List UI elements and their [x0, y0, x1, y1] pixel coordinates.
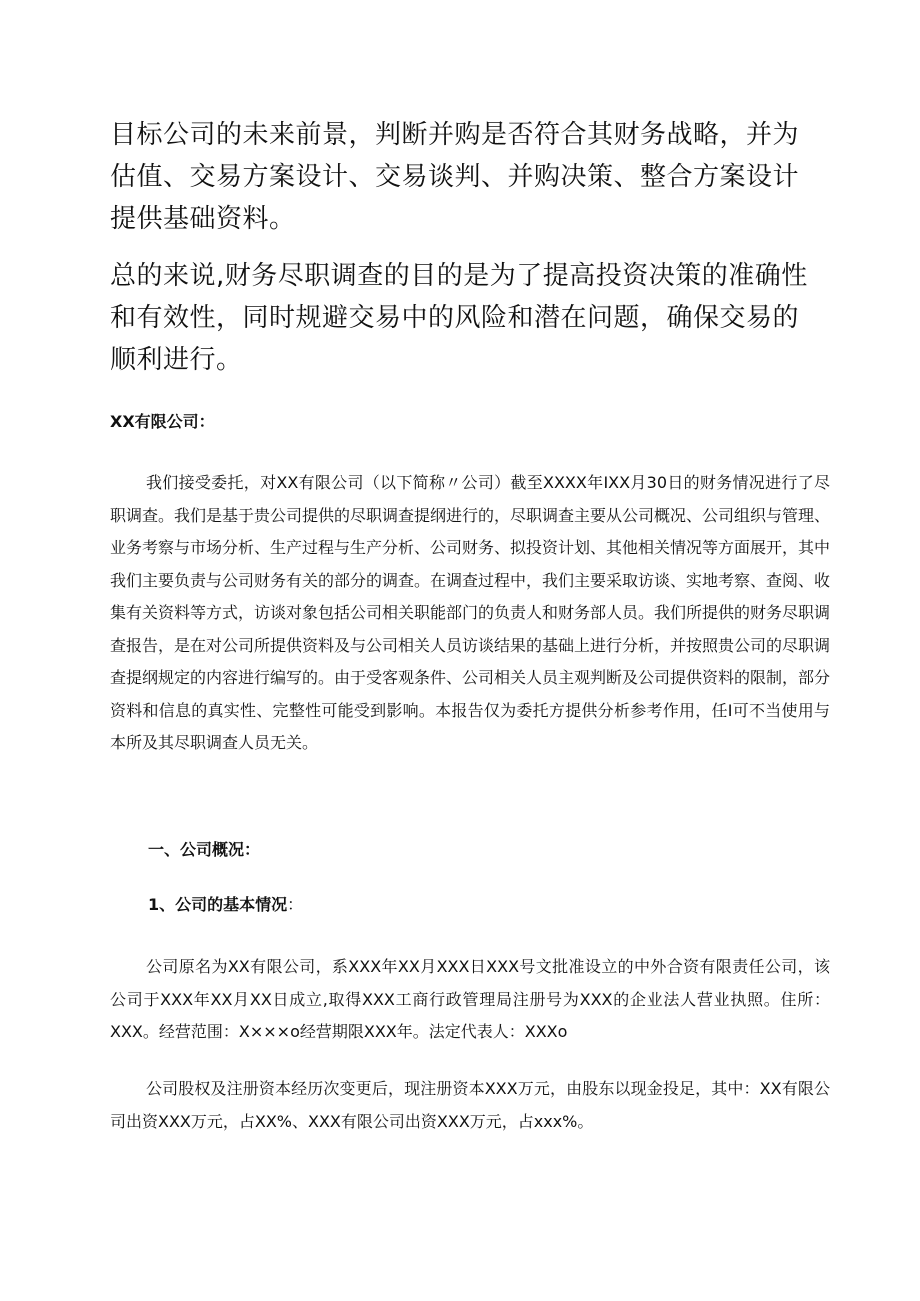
intro-paragraph-1: 目标公司的未来前景，判断并购是否符合其财务战略，并为估值、交易方案设计、交易谈判、并购决策、整合方案设计提供基础资料。	[110, 120, 800, 234]
letter-body-paragraph: 我们接受委托，对XX有限公司（以下简称〃公司）截至XXXX年IXX月30日的财务情况进行了尽职调查。我们是基于贵公司提供的尽职调查提纲进行的，尽职调查主要从公司概况、公司组织与管理、业务考察与市场分析、生产过程与生产分析、公司财务、拟投资计划、其他相关情况等方面展开，其中我们主要负责与公司财务有关的部分的调查。在调查过程中，我们主要采取访谈、实地考察、查阅、收集有关资料等方式，访谈对象包括公司相关职能部门的负责人和财务部人员。我们所提供的财务尽职调查报告，是在对公司所提供资料及与公司相关人员访谈结果的基础上进行分析，并按照贵公司的尽职调查提纲规定的内容进行编写的。由于受客观条件、公司相关人员主观判断及公司提供资料的限制，部分资料和信息的真实性、完整性可能受到影响。本报告仅为委托方提供分析参考作用，任I可不当使用与本所及其尽职调查人员无关。	[110, 473, 831, 752]
subsection-heading-colon: ：	[287, 895, 304, 914]
equity-info-paragraph: 公司股权及注册资本经历次变更后，现注册资本XXX万元，由股东以现金投足，其中：XX有限公司出资XXX万元，占XX%、XXX有限公司出资XXX万元，占xxx%。	[110, 1079, 830, 1131]
intro-paragraph-2: 总的来说,财务尽职调查的目的是为了提高投资决策的准确性和有效性，同时规避交易中的风险和潜在问题，确保交易的顺利进行。	[110, 261, 808, 375]
basic-info-paragraph: 公司原名为XX有限公司，系XXX年XX月XXX日XXX号文批准设立的中外合资有限责任公司，该公司于XXX年XX月XX日成立,取得XXX工商行政管理局注册号为XXX的企业法人营业执照。住所：XXX。经营范围：X×××o经营期限XXX年。法定代表人：XXXo	[110, 957, 830, 1041]
addressee-heading: XX有限公司：	[110, 412, 215, 431]
subsection-heading	[148, 893, 303, 917]
subsection-heading-text: 1、公司的基本情况	[148, 895, 288, 914]
section-heading: 一、公司概况：	[148, 840, 261, 859]
